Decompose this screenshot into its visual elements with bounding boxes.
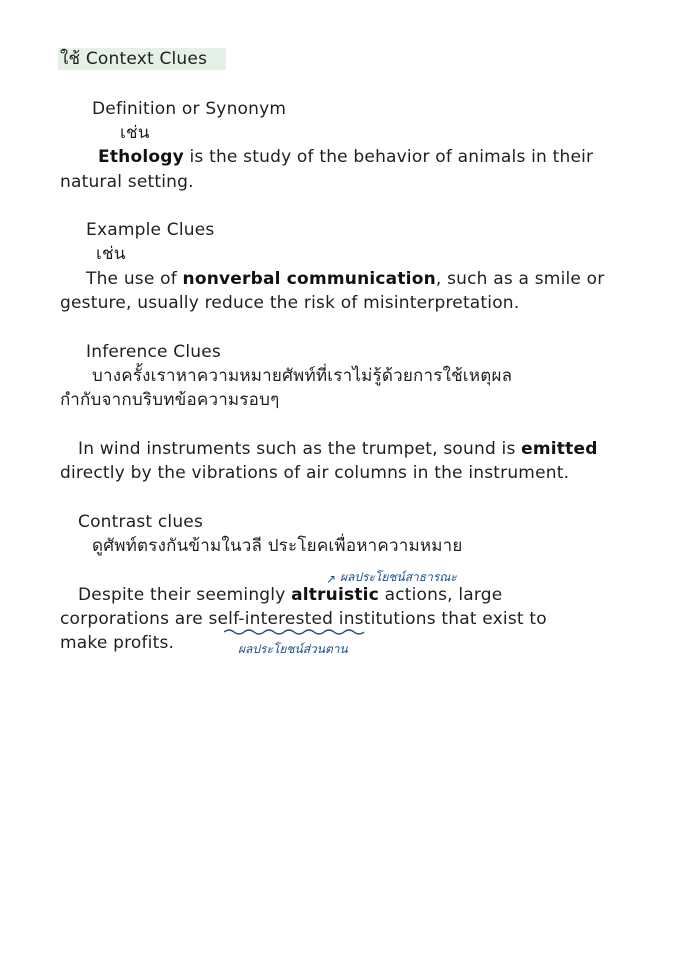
contrast-desc: ดูศัพท์ตรงกันข้ามในวลี ประโยคเพื่อหาความหมาย (92, 536, 463, 556)
contrast-term: altruistic (291, 585, 379, 605)
definition-sentence (98, 146, 593, 168)
example-sentence (86, 268, 604, 290)
note-public-benefit: ผลประโยชน์สาธารณะ (340, 570, 457, 584)
inference-example (78, 438, 598, 460)
definition-heading: Definition or Synonym (92, 99, 287, 119)
inference-example-pre: In wind instruments such as the trumpet, sound is (78, 439, 522, 459)
contrast-line2-post: institutions that exist to (333, 609, 547, 629)
example-heading: Example Clues (86, 220, 215, 240)
example-example-label: เช่น (96, 244, 126, 264)
definition-term: Ethology (98, 147, 184, 167)
note-private-benefit: ผลประโยชน์ส่วนตาน (238, 642, 348, 656)
inference-term: emitted (521, 439, 598, 459)
definition-example-label: เช่น (120, 123, 150, 143)
contrast-sentence-post: actions, large (378, 585, 503, 605)
example-sentence-post: , such as a smile or (435, 269, 605, 289)
inference-desc-line1: บางครั้งเราหาความหมายศัพท์ที่เราไม่รู้ด้วยการใช้เหตุผล (92, 366, 513, 386)
contrast-sentence (78, 584, 502, 606)
contrast-sentence-line2 (60, 608, 547, 630)
contrast-heading: Contrast clues (78, 512, 204, 532)
inference-example-line2: directly by the vibrations of air columns in the instrument. (60, 463, 570, 483)
contrast-sentence-line3: make profits. (60, 633, 175, 653)
contrast-line2-pre: corporations are (60, 609, 209, 629)
inference-heading: Inference Clues (86, 342, 221, 362)
example-sentence-line2: gesture, usually reduce the risk of misinterpretation. (60, 293, 520, 313)
squiggle-underline (224, 628, 366, 636)
note-arrow-icon: ↗ (326, 572, 337, 586)
example-sentence-pre: The use of (86, 269, 183, 289)
example-term: nonverbal communication (182, 269, 436, 289)
inference-desc-line2: กำกับจากบริบทข้อความรอบๆ (60, 390, 280, 410)
definition-sentence-line2: natural setting. (60, 172, 194, 192)
definition-sentence-rest: is the study of the behavior of animals in their (183, 147, 594, 167)
contrast-underlined-term: self-interested (208, 609, 334, 629)
page-title: ใช้ Context Clues (60, 49, 208, 69)
contrast-sentence-pre: Despite their seemingly (78, 585, 292, 605)
